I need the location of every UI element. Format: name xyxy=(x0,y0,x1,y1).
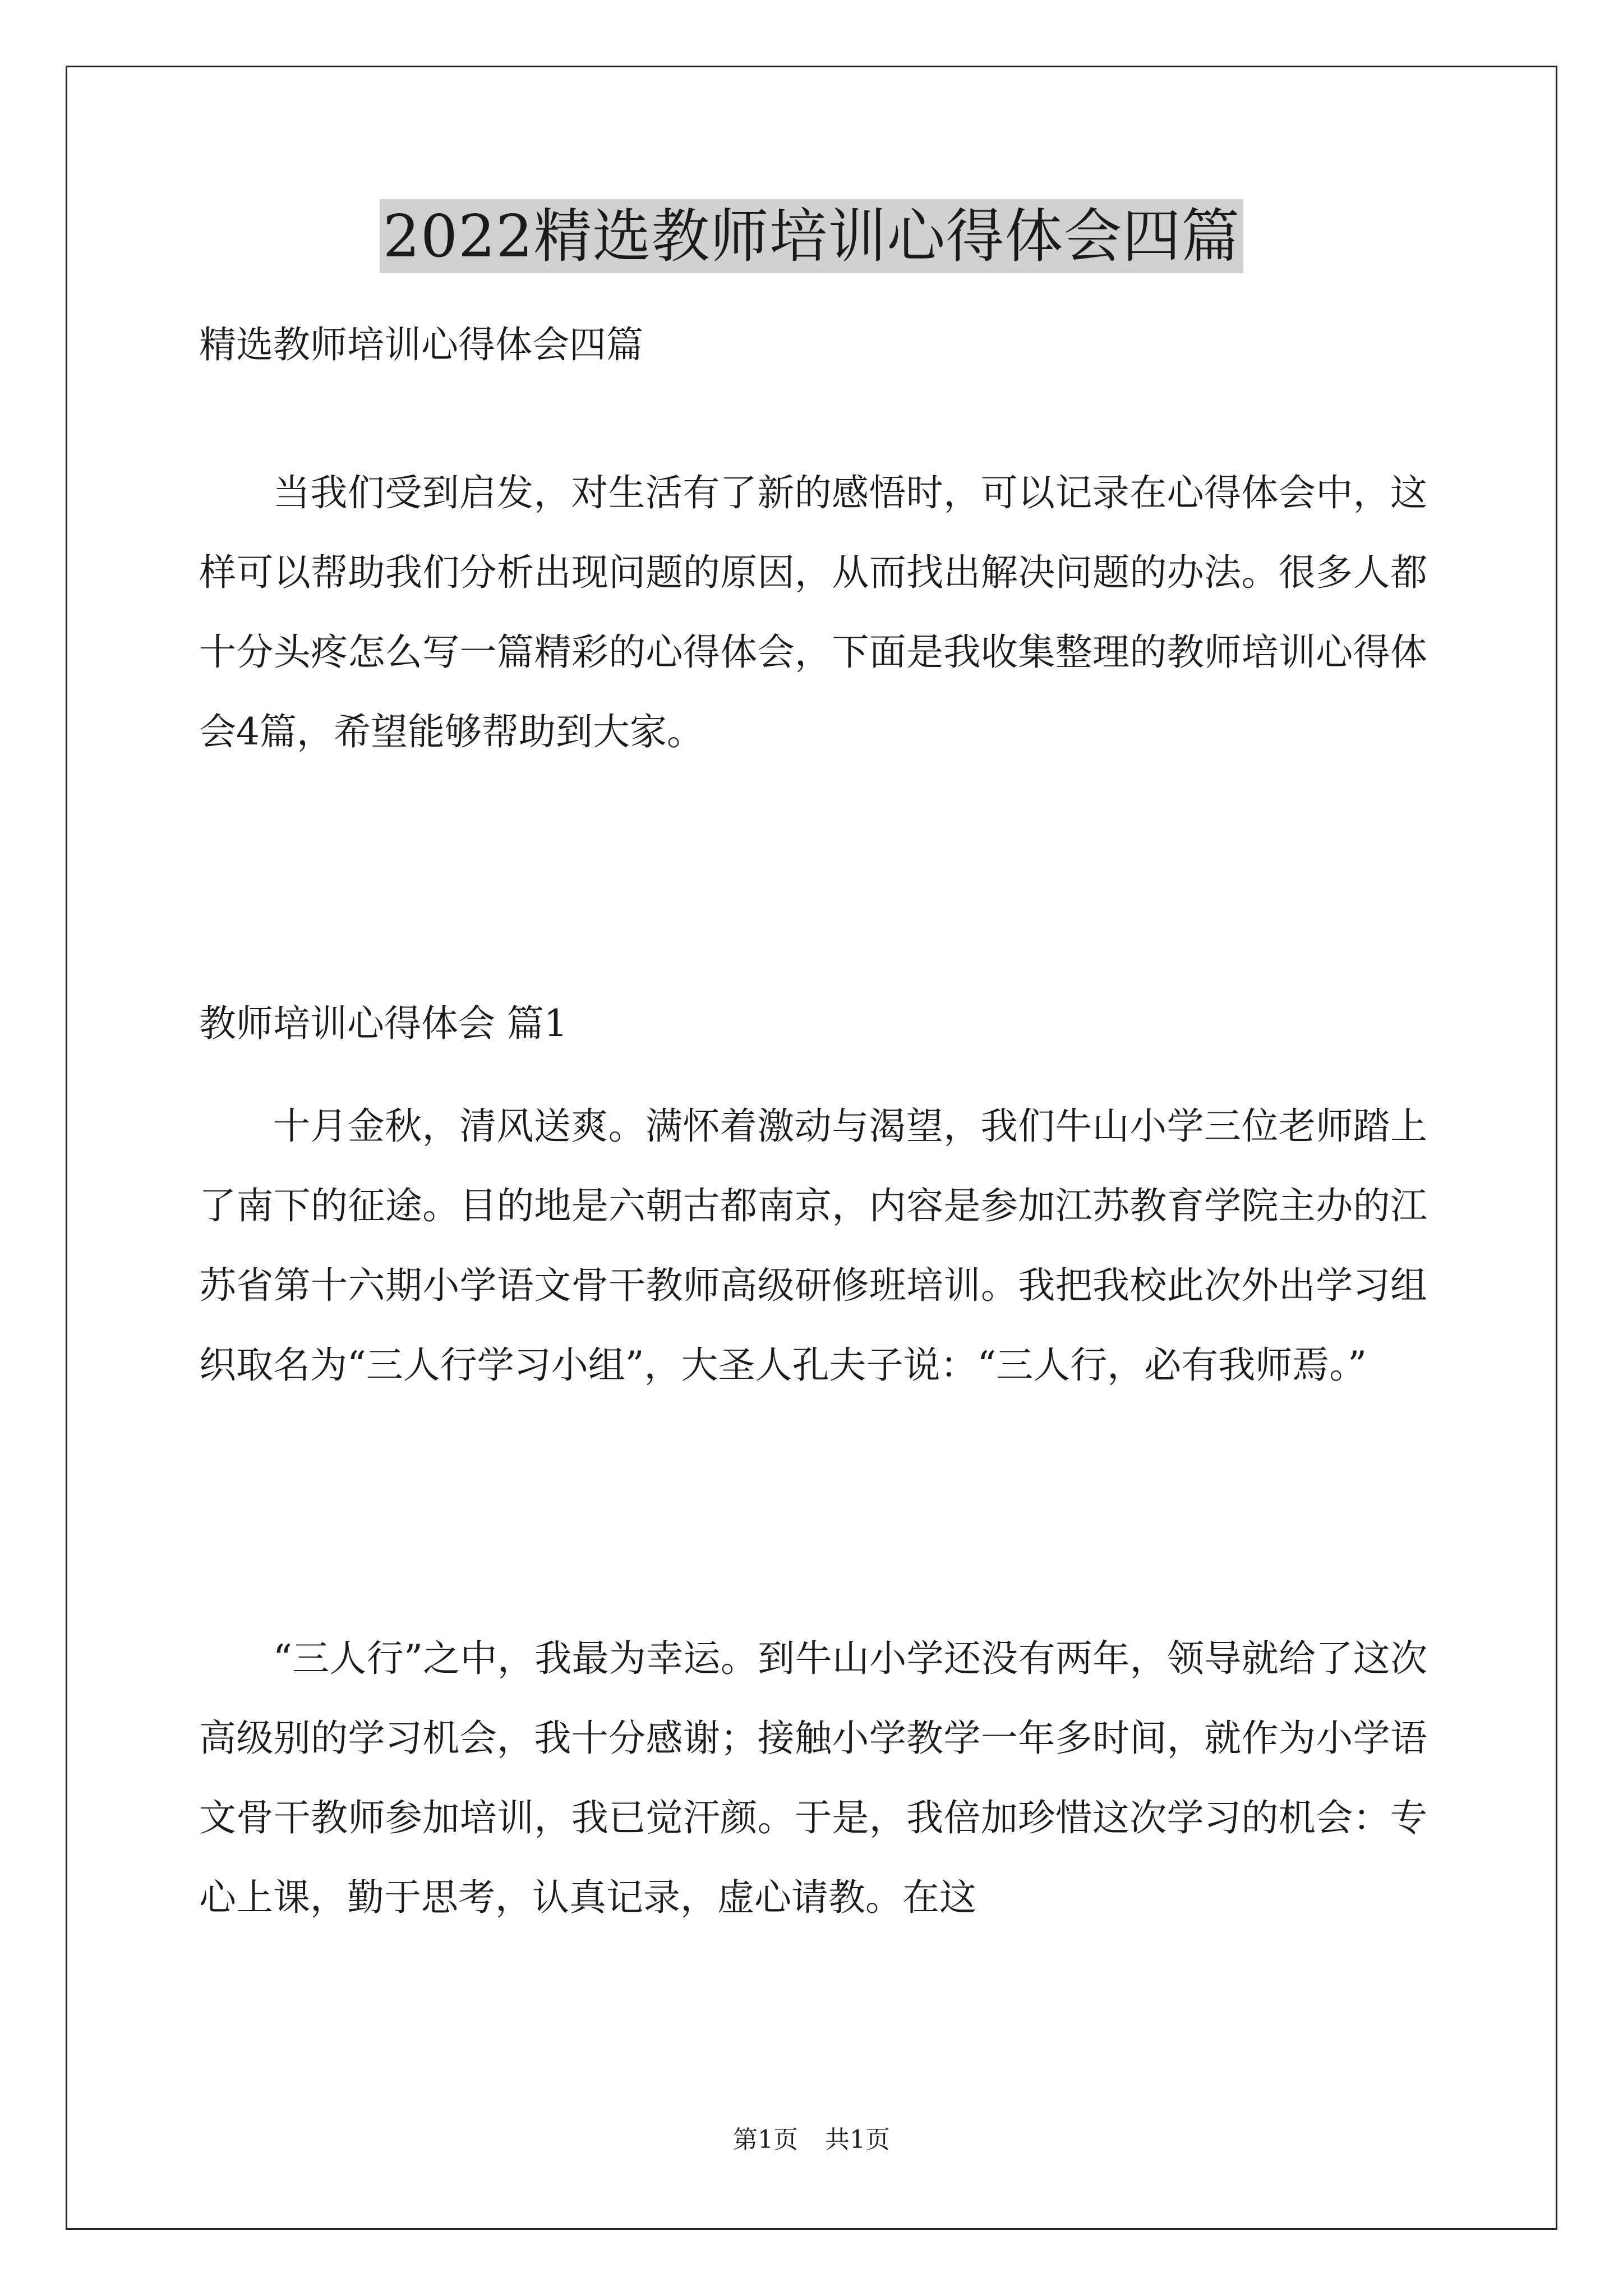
document-title: 2022精选教师培训心得体会四篇 xyxy=(380,199,1244,273)
body-paragraph-1: 十月金秋，清风送爽。满怀着激动与渴望，我们牛山小学三位老师踏上了南下的征途。目的地是六朝古都南京，内容是参加江苏教育学院主办的江苏省第十六期小学语文骨干教师高级研修班培训。我把我校此次外出学习组织取名为“三人行学习小组”，大圣人孔夫子说：“三人行，必有我师焉。” xyxy=(199,1105,1427,1387)
body-paragraph-2: “三人行”之中，我最为幸运。到牛山小学还没有两年，领导就给了这次高级别的学习机会，我十分感谢；接触小学教学一年多时间，就作为小学语文骨干教师参加培训，我已觉汗颜。于是，我倍加珍惜这次学习的机会：专心上课，勤于思考，认真记录，虚心请教。在这 xyxy=(199,1637,1427,1919)
page-footer xyxy=(0,2123,1623,2157)
title-container xyxy=(0,199,1623,273)
intro-paragraph: 当我们受到启发，对生活有了新的感悟时，可以记录在心得体会中，这样可以帮助我们分析出现问题的原因，从而找出解决问题的办法。很多人都十分头疼怎么写一篇精彩的心得体会，下面是我收集整理的教师培训心得体会4篇，希望能够帮助到大家。 xyxy=(199,471,1427,753)
section-heading: 教师培训心得体会 篇1 xyxy=(199,1002,568,1045)
page-number: 第1页 xyxy=(733,2125,798,2154)
document-subtitle: 精选教师培训心得体会四篇 xyxy=(199,323,643,366)
page-total: 共1页 xyxy=(825,2125,890,2154)
